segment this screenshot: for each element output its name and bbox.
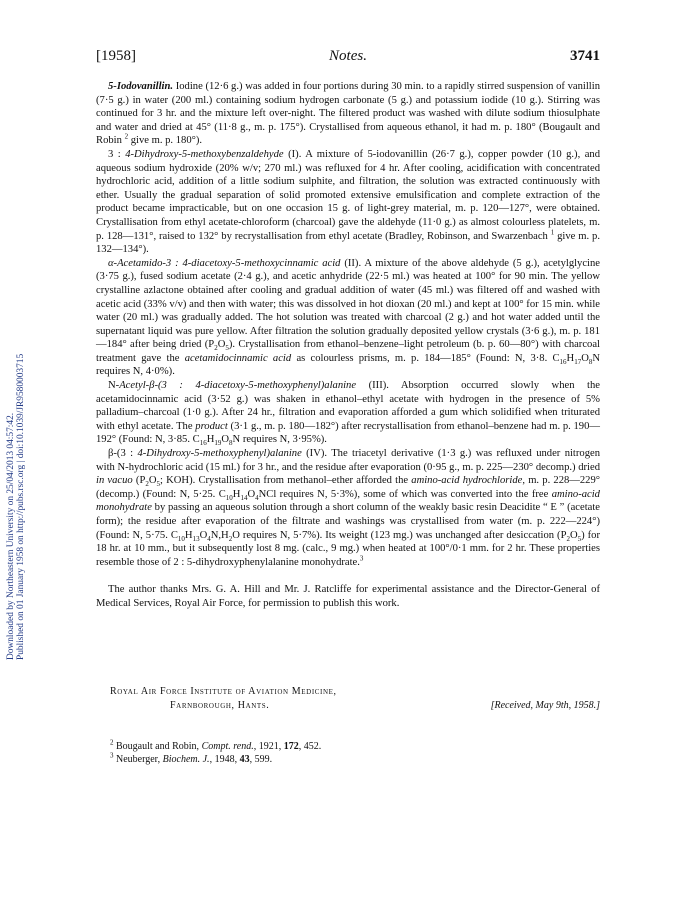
paragraph-text: ) for 18 hr. at 10 mm., but it subsequently lost 8 mg. (calc., 9 mg.) when heated at 100°/0·1 mm. for 2 hr. These properties resemble those of 2 : 5-dihydroxyphenylalanine monohydrate. (96, 529, 600, 568)
paragraph-text: (3·1 g., m. p. 180—182°) after recrystallisation from ethanol–benzene had m. p. 190—192° (Found: N, 3·85. C (96, 420, 600, 446)
paragraph-text: ). Crystallisation from ethanol–benzene–light petroleum (b. p. 60—80°) with charcoal treatment gave the (96, 339, 600, 364)
compound-name: product (195, 420, 228, 432)
running-header (96, 48, 600, 68)
paragraph-text: give m. p. 132—134°). (96, 230, 600, 256)
published-line: Published on 01 January 1958 on http://pubs.rsc.org | doi:10.1039/JR9580003715 (16, 353, 26, 660)
reference-page: , 599. (249, 754, 273, 765)
compound-name: Acetyl-β-(3 : 4-diacetoxy-5-methoxyphenyl)alanine (119, 380, 357, 392)
ref-marker: 3 (359, 554, 364, 563)
affiliation (110, 686, 600, 718)
paragraph-text: ; KOH). Crystallisation from methanol–ether afforded the (160, 475, 412, 487)
paragraph-text: give m. p. 180°). (128, 135, 203, 147)
ref-marker: 1 (550, 228, 555, 236)
compound-prefix: N- (108, 380, 120, 392)
reference-authors: Neuberger, (113, 754, 163, 765)
references (110, 740, 600, 766)
paragraph-text: (I). A mixture of 5-iodovanillin (26·7 g.), copper powder (10 g.), and aqueous sodium hydroxide (20% w/v; 270 ml.) was refluxed for 4 hr. After cooling, acidification with concentrated hydrochloric acid, addition of a little sodium sulphite, and filtration, the solution was extracted continuously with ether. Usually the gradual separation of solid promoted extensive emulsification and complete extraction of the product became impracticable, but on one occasion 15 g. of light-grey material, m. p. 120—127°, were obtained. Crystallisation from ethyl acetate-chloroform (charcoal) gave the aldehyde (11·0 g.) as almost colourless platelets, m. p. 128—131°, raised to 132° by recrystallisation from ethyl acetate (Bradley, Robinson, and Swarzenbach (96, 148, 600, 242)
reference-number: 2 (110, 738, 114, 747)
paragraph-text: requires N, 3·95%). (240, 434, 327, 446)
paragraph-text: requires N, 4·0%). (96, 366, 175, 378)
latin-phrase: in vacuo (96, 475, 133, 487)
compound-name: α-Acetamido-3 : 4-diacetoxy-5-methoxycinnamic acid (108, 257, 341, 269)
page-number: 3741 (570, 48, 600, 64)
institution: Royal Air Force Institute of Aviation Medicine, (110, 686, 337, 697)
reference-journal: Compt. rend. (201, 741, 254, 752)
acknowledgement: The author thanks Mrs. G. A. Hill and Mr. J. Ratcliffe for experimental assistance and the Director-General of Medical Services, Royal Air Force, for permission to publish this work. (96, 584, 600, 609)
compound-prefix: 3 : (108, 148, 126, 160)
reference-journal: Biochem. J. (162, 754, 210, 765)
compound-name: 5-Iodovanillin. (108, 81, 174, 92)
compound-name: amino-acid monohydrate (96, 488, 600, 514)
article-body (96, 80, 600, 611)
download-notice (4, 230, 24, 660)
paragraph-text: as colourless prisms, m. p. 184—185° (Found: N, 3·8. C (291, 352, 560, 364)
reference-authors: Bougault and Robin, (113, 741, 202, 752)
paragraph-text: N,H (210, 529, 229, 541)
reference-year: , 1921, (253, 741, 284, 752)
paragraph-alanine: β-(3 : 4-Dihydroxy-5-methoxyphenyl)alanine (IV). The triacetyl derivative (1·3 g.) was refluxed under nitrogen with N-hydrochloric acid (15 ml.) for 3 hr., and the residue after evaporation (0·95 g., m. p. 225—230° decomp.) dried in vacuo ($P_2O_5$; KOH). Crystallisation from methanol–ether afforded the amino-acid hydrochloride, m. p. 228—229° (decomp.) (Found: N, 5·25. $C_{10}H_{14}O_4NCl$ requires N, 5·3%), some of which was converted into the free amino-acid monohydrate by passing an aqueous solution through a short column of the weakly basic resin Deacidite “ E ” (acetate form); the residue after evaporation of the filtrate and washings was crystallised from water (m. p. 222—224°) (Found: N, 5·75. $C_{10}H_{13}O_4N,H_2O$ requires N, 5·7%). Its weight (123 mg.) was unchanged after desiccation $(P_2O_5)$ for 18 hr. at 10 mm., but it subsequently lost 8 mg. (calc., 9 mg.) when heated at 100°/0·1 mm. for 2 hr. These properties resemble those of 2 : 5-dihydroxyphenylalanine monohydrate.$^3$ (96, 448, 601, 568)
reference-year: , 1948, (209, 754, 240, 765)
paragraph-text: NCl requires N, 5·3%), some of which was converted into the free (258, 488, 552, 500)
reference-volume: 43 (239, 754, 250, 765)
paragraph-alanine-derivative: N-Acetyl-β-(3 : 4-diacetoxy-5-methoxyphenyl)alanine (III). Absorption occurred slowly when the acetamidocinnamic acid (3·52 g.) was shaken in ethanol–ethyl acetate with hydrogen in the presence of 5% palladium–charcoal (1·0 g.). After 24 hr., filtration and evaporation afforded a gum which solidified when triturated with ethyl acetate. The product (3·1 g., m. p. 180—182°) after recrystallisation from ethanol–benzene had m. p. 190—192° (Found: N, 3·85. $C_{16}H_{19}O_8N$ requires N, 3·95%). (96, 380, 600, 448)
ref-marker: 2 (124, 132, 129, 141)
paragraph-text: Iodine (12·6 g.) was added in four portions during 30 min. to a rapidly stirred suspension of vanillin (7·5 g.) in water (200 ml.) containing sodium hydrogen carbonate (5 g.) and potassium iodide (10 g.). Stirring was continued for 3 hr. and the mixture left over-night. The filtered product was washed with dilute sodium thiosulphate and water and dried at 45° (11·8 g., m. p. 175°). Crystallised from aqueous ethanol, it had m. p. 180° (Bougault and Robin (96, 81, 600, 147)
compound-name: amino-acid hydrochloride (411, 475, 523, 487)
paragraph-iodovanillin (96, 80, 600, 148)
paragraph-text: (II). A mixture of the above aldehyde (5 g.), acetylglycine (3·75 g.), fused sodium acetate (2·4 g.), and acetic anhydride (22·5 ml.) was heated at 100° for 90 min. The yellow crystalline azlactone obtained after cooling and gradual addition of water (45 ml.) was filtered off and washed with acetic acid (33% v/v) and then with water; this was dissolved in hot dioxan (20 ml.) and kept at 100° for 15 min. while water (20 ml.) was gradually added. The hot solution was treated with charcoal (2 g.) and hot water added until the supernatant liquid was pure yellow. After filtration the solution gradually deposited yellow crystals (3·6 g.), m. p. 181—184° after being dried (P (96, 257, 600, 351)
paragraph-text: (III). Absorption occurred slowly when the acetamidocinnamic acid (3·52 g.) was shaken in ethanol–ethyl acetate with hydrogen in the presence of 5% palladium–charcoal (1·0 g.). After 24 hr., filtration and evaporation afforded a gum which solidified when triturated with ethyl acetate. The (96, 380, 600, 432)
compound-prefix: β-(3 : (108, 448, 138, 460)
header-title: Notes. (329, 48, 367, 64)
paragraph-text: , m. p. 228—229° (decomp.) (Found: N, 5·25. C (96, 475, 601, 500)
location: Farnborough, Hants. (170, 700, 270, 711)
paragraph-text: O requires N, 5·7%). Its weight (123 mg.) was unchanged after desiccation (P (232, 529, 567, 541)
reference-item (110, 753, 600, 766)
paragraph-text: (P (132, 475, 146, 487)
paragraph-text: (IV). The triacetyl derivative (1·3 g.) was refluxed under nitrogen with N-hydrochloric acid (15 ml.) for 3 hr., and the residue after evaporation (0·95 g., m. p. 225—230° decomp.) dried (96, 448, 601, 473)
compound-name: 4-Dihydroxy-5-methoxyphenyl)alanine (137, 448, 302, 460)
received-date: [Received, May 9th, 1958.] (490, 700, 600, 711)
reference-number: 3 (110, 751, 114, 760)
compound-name: acetamidocinnamic acid (184, 352, 292, 364)
reference-volume: 172 (283, 741, 299, 752)
paragraph-text: by passing an aqueous solution through a short column of the weakly basic resin Deacidite “ E ” (acetate form); the residue after evaporation of the filtrate and washings was crystallised from water (m. p. 222—224°) (Found: N, 5·75. C (96, 502, 600, 541)
paragraph-benzaldehyde (96, 148, 600, 257)
reference-item (110, 740, 600, 753)
reference-page: , 452. (298, 741, 322, 752)
paragraph-cinnamic-acid: α-Acetamido-3 : 4-diacetoxy-5-methoxycinnamic acid (II). A mixture of the above aldehyde (5 g.), acetylglycine (3·75 g.), fused sodium acetate (2·4 g.), and acetic anhydride (22·5 ml.) was heated at 100° for 90 min. The yellow crystalline azlactone obtained after cooling and gradual addition of water (45 ml.) was filtered off and washed with acetic acid (33% v/v) and then with water; this was dissolved in hot dioxan (20 ml.) and kept at 100° for 15 min. while water (20 ml.) was gradually added. The hot solution was treated with charcoal (2 g.) and hot water added until the supernatant liquid was pure yellow. After filtration the solution gradually deposited yellow crystals (3·6 g.), m. p. 181—184° after being dried $(P_2O_5)$. Crystallisation from ethanol–benzene–light petroleum (b. p. 60—80°) with charcoal treatment gave the acetamidocinnamic acid as colourless prisms, m. p. 184—185° (Found: N, 3·8. $C_{16}H_{17}O_8N$ requires N, 4·0%). (96, 257, 601, 378)
download-line: Downloaded by Northeastern University on 25/04/2013 04:57:42. (6, 412, 16, 660)
compound-name: 4-Dihydroxy-5-methoxybenzaldehyde (125, 148, 284, 160)
header-year: [1958] (96, 48, 136, 64)
